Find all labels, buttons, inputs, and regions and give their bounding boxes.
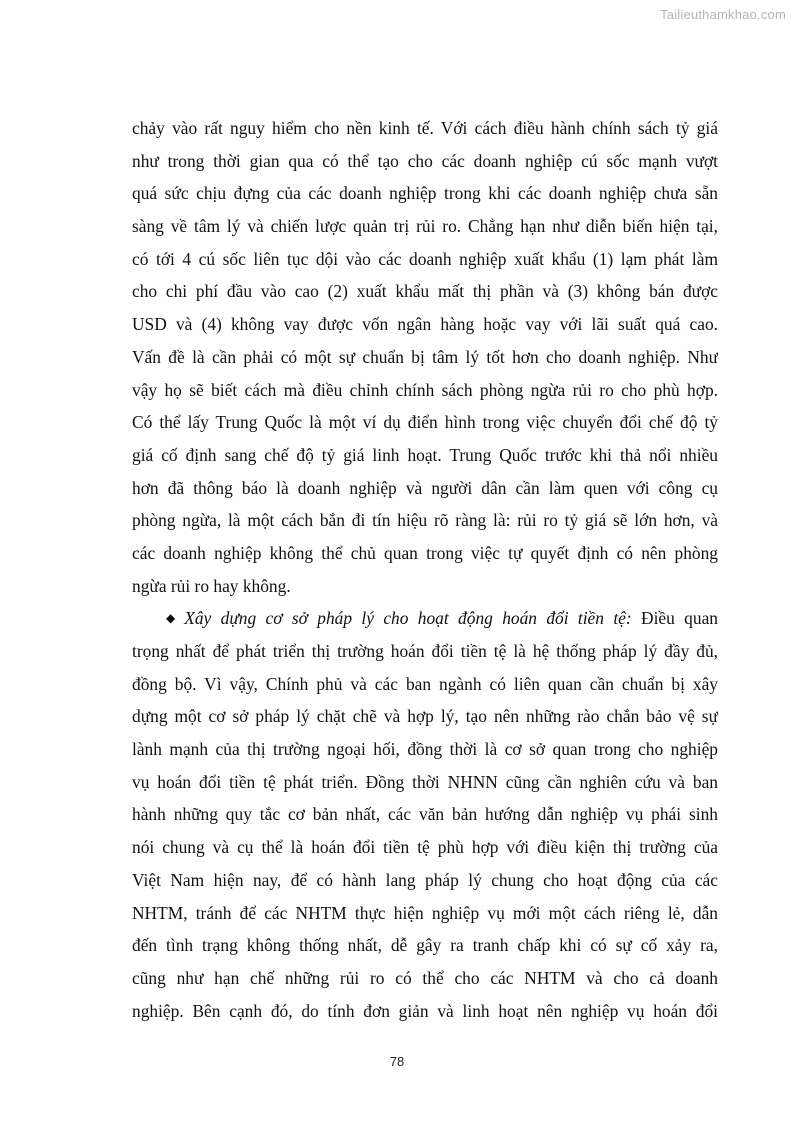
text-line: sàng về tâm lý và chiến lược quản trị rủi ro. Chẳng hạn như diễn biến hiện tại, [132,216,718,237]
heading-continuation: Điều quan [631,608,718,629]
text-line: lành mạnh của thị trường ngoại hối, đồng thời là cơ sở quan trong cho nghiệp [132,739,718,760]
text-line: có tới 4 cú sốc liên tục dội vào các doanh nghiệp xuất khẩu (1) lạm phát làm [132,248,718,269]
text-line: NHTM, tránh để các NHTM thực hiện nghiệp vụ mới một cách riêng lẻ, dẫn [132,902,718,923]
text-line: USD và (4) không vay được vốn ngân hàng hoặc vay với lãi suất quá cao. [132,314,718,335]
bullet-line [132,602,718,635]
text-line: nói chung và cụ thể là hoán đổi tiền tệ phù hợp với điều kiện thị trường của [132,837,718,858]
diamond-bullet-icon: ◆ [166,611,181,626]
text-line: nghiệp. Bên cạnh đó, do tính đơn giản và linh hoạt nên nghiệp vụ hoán đổi [132,1000,718,1021]
text-line: vụ hoán đổi tiền tệ phát triển. Đồng thời NHNN cũng cần nghiên cứu và ban [132,771,718,792]
text-line: chảy vào rất nguy hiểm cho nền kinh tế. Với cách điều hành chính sách tỷ giá [132,118,718,138]
paragraph-1 [132,112,718,602]
text-line: ngừa rủi ro hay không. [132,575,291,596]
text-line: Việt Nam hiện nay, để có hành lang pháp lý chung cho hoạt động của các [132,869,718,890]
text-line: đồng bộ. Vì vậy, Chính phủ và các ban ngành có liên quan cần chuẩn bị xây [132,673,718,694]
page-number: 78 [389,1054,405,1069]
section-heading: Xây dựng cơ sở pháp lý cho hoạt động hoán đổi tiền tệ: [184,608,632,629]
watermark: Tailieuthamkhao.com [660,7,786,22]
text-line: cho chi phí đầu vào cao (2) xuất khẩu mất thị phần và (3) không bán được [132,281,718,302]
text-line: hơn đã thông báo là doanh nghiệp và người dân cần làm quen với công cụ [132,477,718,498]
text-line: trọng nhất để phát triển thị trường hoán đổi tiền tệ là hệ thống pháp lý đầy đủ, [132,641,718,661]
text-line: cũng như hạn chế những rủi ro có thể cho các NHTM và cho cả doanh [132,967,718,988]
text-line: quá sức chịu đựng của các doanh nghiệp trong khi các doanh nghiệp chưa sẵn [132,183,718,204]
page-body [132,112,718,1027]
text-line: Vấn đề là cần phải có một sự chuẩn bị tâm lý tốt hơn cho doanh nghiệp. Như [132,346,718,367]
text-line: phòng ngừa, là một cách bắn đi tín hiệu rõ ràng là: rủi ro tỷ giá sẽ lớn hơn, và [132,510,718,531]
text-line: đến tình trạng không thống nhất, dễ gây ra tranh chấp khi có sự cố xảy ra, [132,935,718,956]
text-line: các doanh nghiệp không thể chủ quan trong việc tự quyết định có nên phòng [132,542,718,563]
text-line: hành những quy tắc cơ bản nhất, các văn bản hướng dẫn nghiệp vụ phái sinh [132,804,718,825]
text-line: dựng một cơ sở pháp lý chặt chẽ và hợp lý, tạo nên những rào chắn bảo vệ sự [132,706,718,727]
paragraph-2 [132,602,718,1027]
text-line: Có thể lấy Trung Quốc là một ví dụ điển hình trong việc chuyển đổi chế độ tỷ [132,412,718,433]
text-line: như trong thời gian qua có thể tạo cho các doanh nghiệp cú sốc mạnh vượt [132,150,718,171]
text-line: vậy họ sẽ biết cách mà điều chỉnh chính sách phòng ngừa rủi ro cho phù hợp. [132,379,718,400]
text-line: giá cố định sang chế độ tỷ giá linh hoạt. Trung Quốc trước khi thả nổi nhiều [132,444,718,465]
